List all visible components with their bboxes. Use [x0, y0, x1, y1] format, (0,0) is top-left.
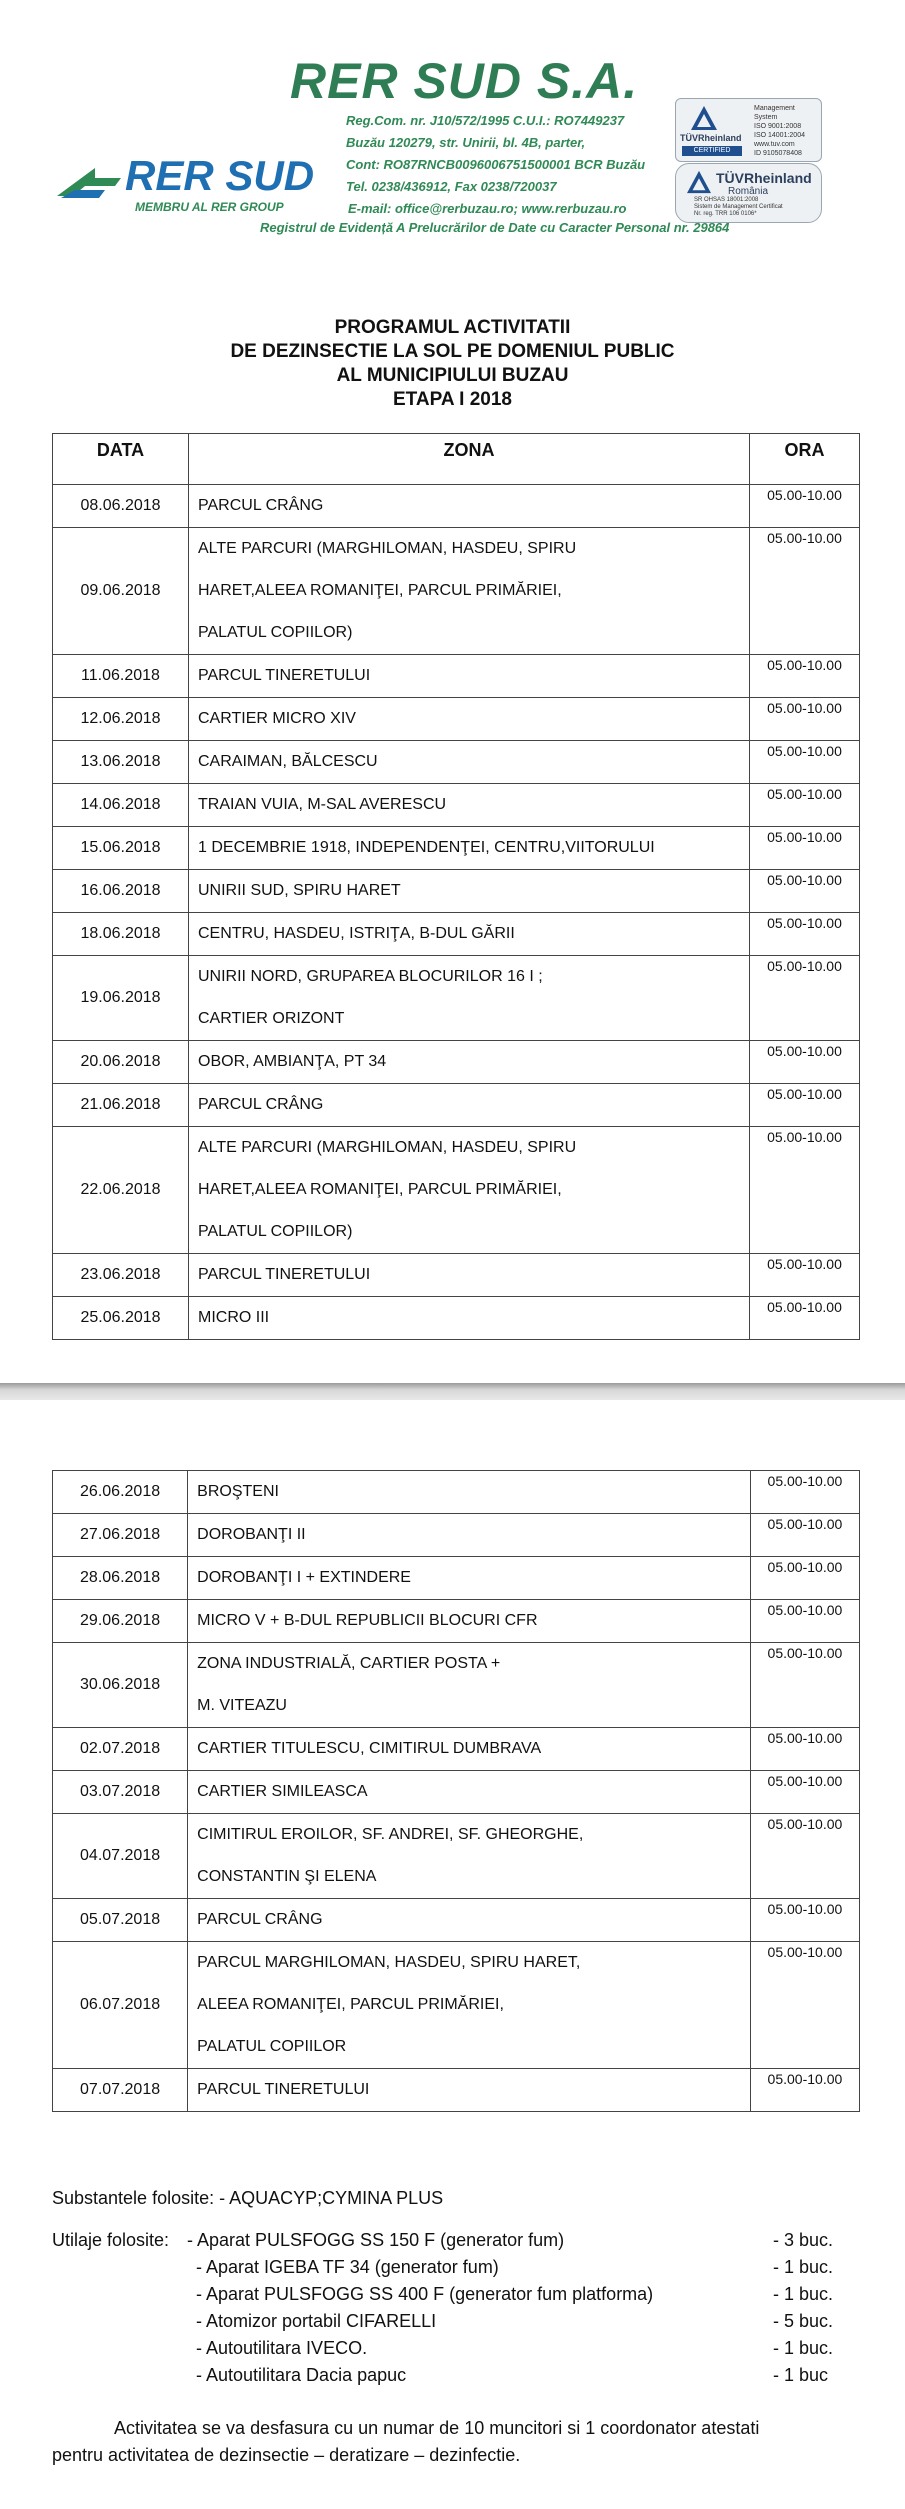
zone-line: ALEEA ROMANIŢEI, PARCUL PRIMĂRIEI,: [197, 1996, 504, 2013]
row-zone: [189, 1041, 750, 1084]
row-time: 05.00-10.00: [750, 827, 860, 870]
row-date: 03.07.2018: [53, 1771, 188, 1814]
row-date: 05.07.2018: [53, 1899, 188, 1942]
row-time: 05.00-10.00: [750, 1041, 860, 1084]
zone-line: TRAIAN VUIA, M-SAL AVERESCU: [198, 796, 447, 813]
table-row: [53, 784, 860, 827]
zone-line: HARET,ALEEA ROMANIŢEI, PARCUL PRIMĂRIEI,: [198, 1181, 562, 1198]
detail-line: Tel. 0238/436912, Fax 0238/720037: [346, 179, 557, 194]
row-date: 07.07.2018: [53, 2069, 188, 2112]
row-zone: [188, 1899, 751, 1942]
page-separator: [0, 1383, 905, 1400]
table-row: [53, 1254, 860, 1297]
zone-line: ALTE PARCURI (MARGHILOMAN, HASDEU, SPIRU: [198, 1139, 577, 1156]
row-zone: [189, 827, 750, 870]
row-date: 26.06.2018: [53, 1471, 188, 1514]
table-row: [53, 528, 860, 655]
row-time: 05.00-10.00: [750, 1297, 860, 1340]
zone-line: CARTIER TITULESCU, CIMITIRUL DUMBRAVA: [197, 1740, 542, 1757]
table-row: [53, 870, 860, 913]
row-date: 13.06.2018: [53, 741, 189, 784]
cert1-brand: TÜVRheinland: [680, 133, 742, 143]
note-line: pentru activitatea de dezinsectie – deratizare – dezinfectie.: [52, 2445, 521, 2465]
cert1-line: Management: [754, 105, 795, 112]
equipment-items: [187, 2227, 887, 2389]
row-date: 29.06.2018: [53, 1600, 188, 1643]
table-row: [53, 1643, 860, 1728]
cert1-line: ISO 9001:2008: [754, 123, 802, 130]
equipment-quantity: - 1 buc.: [773, 2338, 834, 2358]
row-time: 05.00-10.00: [750, 1471, 859, 1514]
row-time: 05.00-10.00: [750, 913, 860, 956]
zone-line: CARTIER ORIZONT: [198, 1010, 345, 1027]
cert1-label: CERTIFIED: [682, 146, 742, 156]
row-date: 12.06.2018: [53, 698, 189, 741]
row-date: 25.06.2018: [53, 1297, 189, 1340]
title-line: DE DEZINSECTIE LA SOL PE DOMENIUL PUBLIC: [230, 341, 675, 362]
table-row: [53, 1297, 860, 1340]
row-zone: [189, 528, 750, 655]
zone-line: DOROBANŢI I + EXTINDERE: [197, 1569, 411, 1586]
table-row: [53, 698, 860, 741]
document-title: [0, 316, 905, 412]
row-time: 05.00-10.00: [750, 1771, 859, 1814]
row-zone: [189, 655, 750, 698]
table-row: [53, 1127, 860, 1254]
zone-line: ZONA INDUSTRIALĂ, CARTIER POSTA +: [197, 1655, 501, 1672]
zone-line: ALTE PARCURI (MARGHILOMAN, HASDEU, SPIRU: [198, 540, 577, 557]
zone-line: 1 DECEMBRIE 1918, INDEPENDENŢEI, CENTRU,VIITORULUI: [198, 839, 655, 856]
zone-line: PALATUL COPIILOR): [198, 1223, 353, 1240]
cert2-brand: TÜVRheinland: [716, 170, 812, 186]
tuv-triangle-icon: [686, 170, 712, 194]
row-zone: [189, 1127, 750, 1254]
logo-text: RER SUD: [125, 152, 315, 199]
row-date: 04.07.2018: [53, 1814, 188, 1899]
zone-line: CARAIMAN, BĂLCESCU: [198, 753, 378, 770]
table-row: [53, 1728, 860, 1771]
row-zone: [188, 1771, 751, 1814]
row-date: 14.06.2018: [53, 784, 189, 827]
row-date: 19.06.2018: [53, 956, 189, 1041]
data-registry-note: Registrul de Evidență A Prelucrărilor de Date cu Caracter Personal nr. 29864: [260, 220, 730, 235]
row-time: 05.00-10.00: [750, 1728, 859, 1771]
row-zone: [189, 741, 750, 784]
tuv-romania-badge: [675, 163, 822, 223]
zone-line: PARCUL TINERETULUI: [198, 667, 371, 684]
column-header-date: DATA: [53, 434, 189, 485]
cert2-line: Sistem de Management Certificat: [694, 204, 783, 210]
table-row: [53, 1942, 860, 2069]
table-row: [53, 956, 860, 1041]
equipment-name: - Aparat IGEBA TF 34 (generator fum): [196, 2257, 499, 2277]
row-date: 08.06.2018: [53, 485, 189, 528]
column-header-time: ORA: [750, 434, 860, 485]
row-date: 28.06.2018: [53, 1557, 188, 1600]
logo-tagline: MEMBRU AL RER GROUP: [135, 200, 284, 214]
zone-line: CENTRU, HASDEU, ISTRIŢA, B-DUL GĂRII: [198, 925, 515, 942]
row-date: 21.06.2018: [53, 1084, 189, 1127]
equipment-item: [196, 2362, 887, 2389]
detail-line: Buzău 120279, str. Unirii, bl. 4B, parter,: [346, 135, 586, 150]
zone-line: CARTIER MICRO XIV: [198, 710, 356, 727]
cert2-country: România: [728, 186, 769, 197]
row-time: 05.00-10.00: [750, 655, 860, 698]
zone-line: PALATUL COPIILOR: [197, 2038, 347, 2055]
zone-line: PARCUL CRÂNG: [198, 1096, 324, 1113]
equipment-item: [196, 2281, 887, 2308]
row-zone: [188, 1728, 751, 1771]
row-date: 18.06.2018: [53, 913, 189, 956]
zone-line: PALATUL COPIILOR): [198, 624, 353, 641]
equipment-quantity: - 5 buc.: [773, 2311, 834, 2331]
activity-note: [52, 2415, 882, 2469]
table-row: [53, 1084, 860, 1127]
row-zone: [188, 1942, 751, 2069]
row-zone: [189, 1297, 750, 1340]
row-time: 05.00-10.00: [750, 870, 860, 913]
equipment-item: [196, 2335, 887, 2362]
title-line: AL MUNICIPIULUI BUZAU: [336, 365, 569, 386]
cert2-lines: [694, 197, 783, 218]
table-row: [53, 485, 860, 528]
company-name: RER SUD S.A.: [290, 53, 639, 109]
table-row: [53, 913, 860, 956]
cert1-line: System: [754, 114, 778, 121]
document-page-2: [0, 1400, 905, 2509]
zone-line: BROŞTENI: [197, 1483, 279, 1500]
table-row: [53, 1514, 860, 1557]
row-zone: [188, 1643, 751, 1728]
row-date: 27.06.2018: [53, 1514, 188, 1557]
zone-line: PARCUL MARGHILOMAN, HASDEU, SPIRU HARET,: [197, 1954, 581, 1971]
zone-line: UNIRII SUD, SPIRU HARET: [198, 882, 401, 899]
table-row: [53, 827, 860, 870]
table-row: [53, 1771, 860, 1814]
table-row: [53, 655, 860, 698]
zone-line: MICRO V + B-DUL REPUBLICII BLOCURI CFR: [197, 1612, 538, 1629]
equipment-label: Utilaje folosite:: [52, 2230, 170, 2250]
table-row: [53, 2069, 860, 2112]
row-date: 20.06.2018: [53, 1041, 189, 1084]
schedule-table-page-2: [52, 1470, 860, 2112]
logo-arrow-icon: [55, 162, 125, 202]
cert1-line: www.tuv.com: [754, 141, 795, 148]
row-time: 05.00-10.00: [750, 1643, 859, 1728]
tuv-certificate-badge: [675, 98, 822, 162]
row-time: 05.00-10.00: [750, 485, 860, 528]
zone-line: CARTIER SIMILEASCA: [197, 1783, 368, 1800]
row-date: 06.07.2018: [53, 1942, 188, 2069]
detail-line: E-mail: office@rerbuzau.ro; www.rerbuzau.ro: [348, 201, 627, 216]
row-zone: [189, 485, 750, 528]
row-zone: [189, 913, 750, 956]
cert1-line: ISO 14001:2004: [754, 132, 805, 139]
row-time: 05.00-10.00: [750, 2069, 859, 2112]
row-time: 05.00-10.00: [750, 1514, 859, 1557]
row-date: 23.06.2018: [53, 1254, 189, 1297]
schedule-rows: [53, 485, 860, 1340]
row-zone: [189, 1084, 750, 1127]
table-row: [53, 1814, 860, 1899]
column-header-zone: ZONA: [189, 434, 750, 485]
row-zone: [188, 1557, 751, 1600]
zone-line: UNIRII NORD, GRUPAREA BLOCURILOR 16 I ;: [198, 968, 543, 985]
row-time: 05.00-10.00: [750, 1557, 859, 1600]
row-date: 30.06.2018: [53, 1643, 188, 1728]
table-row: [53, 1557, 860, 1600]
equipment-quantity: - 1 buc.: [773, 2284, 834, 2304]
detail-line: Reg.Com. nr. J10/572/1995 C.U.I.: RO7449237: [346, 113, 625, 128]
equipment-item: [196, 2308, 887, 2335]
row-date: 11.06.2018: [53, 655, 189, 698]
cert1-line: ID 9105078408: [754, 150, 802, 157]
zone-line: M. VITEAZU: [197, 1697, 287, 1714]
row-zone: [188, 1471, 751, 1514]
row-time: 05.00-10.00: [750, 956, 860, 1041]
table-row: [53, 1471, 860, 1514]
row-date: 09.06.2018: [53, 528, 189, 655]
title-line: PROGRAMUL ACTIVITATII: [334, 317, 571, 338]
equipment-item: [187, 2227, 887, 2254]
cert2-line: Nr. reg. TRR 106 0106*: [694, 211, 757, 217]
row-time: 05.00-10.00: [750, 1814, 859, 1899]
zone-line: OBOR, AMBIANŢA, PT 34: [198, 1053, 387, 1070]
company-details: [346, 110, 676, 220]
row-time: 05.00-10.00: [750, 1942, 859, 2069]
row-date: 22.06.2018: [53, 1127, 189, 1254]
equipment-quantity: - 1 buc: [773, 2365, 829, 2385]
zone-line: MICRO III: [198, 1309, 270, 1326]
zone-line: DOROBANŢI II: [197, 1526, 306, 1543]
row-zone: [189, 1254, 750, 1297]
row-date: 15.06.2018: [53, 827, 189, 870]
table-row: [53, 1600, 860, 1643]
row-zone: [189, 956, 750, 1041]
equipment-name: - Autoutilitara IVECO.: [196, 2338, 368, 2358]
zone-line: PARCUL TINERETULUI: [197, 2081, 370, 2098]
equipment-name: - Atomizor portabil CIFARELLI: [196, 2311, 437, 2331]
schedule-table-page-1: [52, 433, 860, 1340]
row-time: 05.00-10.00: [750, 741, 860, 784]
table-row: [53, 741, 860, 784]
schedule-rows: [53, 1471, 860, 2112]
substances-used: Substantele folosite: - AQUACYP;CYMINA PLUS: [52, 2188, 444, 2208]
table-row: [53, 1041, 860, 1084]
row-time: 05.00-10.00: [750, 784, 860, 827]
equipment-quantity: - 3 buc.: [773, 2230, 834, 2250]
row-zone: [188, 1514, 751, 1557]
row-zone: [188, 1600, 751, 1643]
tuv-triangle-icon: [690, 105, 718, 131]
cert1-lines: [754, 104, 805, 158]
row-time: 05.00-10.00: [750, 1084, 860, 1127]
row-zone: [188, 1814, 751, 1899]
cert2-line: SR OHSAS 18001:2008: [694, 197, 759, 203]
zone-line: PARCUL CRÂNG: [198, 497, 324, 514]
row-zone: [189, 698, 750, 741]
row-date: 02.07.2018: [53, 1728, 188, 1771]
zone-line: PARCUL TINERETULUI: [198, 1266, 371, 1283]
note-line: Activitatea se va desfasura cu un numar de 10 muncitori si 1 coordonator atestati: [114, 2418, 760, 2438]
company-logo: [55, 152, 335, 216]
row-time: 05.00-10.00: [750, 1600, 859, 1643]
equipment-name: - Aparat PULSFOGG SS 150 F (generator fum): [187, 2230, 565, 2250]
table-row: [53, 1899, 860, 1942]
row-time: 05.00-10.00: [750, 698, 860, 741]
row-zone: [188, 2069, 751, 2112]
zone-line: HARET,ALEEA ROMANIŢEI, PARCUL PRIMĂRIEI,: [198, 582, 562, 599]
row-time: 05.00-10.00: [750, 528, 860, 655]
zone-line: CIMITIRUL EROILOR, SF. ANDREI, SF. GHEORGHE,: [197, 1826, 584, 1843]
zone-line: CONSTANTIN ŞI ELENA: [197, 1868, 377, 1885]
title-line: ETAPA I 2018: [393, 389, 512, 410]
row-time: 05.00-10.00: [750, 1899, 859, 1942]
detail-line: Cont: RO87RNCB0096006751500001 BCR Buzău: [346, 157, 646, 172]
equipment-item: [196, 2254, 887, 2281]
equipment-name: - Autoutilitara Dacia papuc: [196, 2365, 407, 2385]
row-time: 05.00-10.00: [750, 1254, 860, 1297]
row-time: 05.00-10.00: [750, 1127, 860, 1254]
equipment-quantity: - 1 buc.: [773, 2257, 834, 2277]
zone-line: PARCUL CRÂNG: [197, 1911, 323, 1928]
row-date: 16.06.2018: [53, 870, 189, 913]
equipment-name: - Aparat PULSFOGG SS 400 F (generator fum platforma): [196, 2284, 654, 2304]
row-zone: [189, 784, 750, 827]
row-zone: [189, 870, 750, 913]
